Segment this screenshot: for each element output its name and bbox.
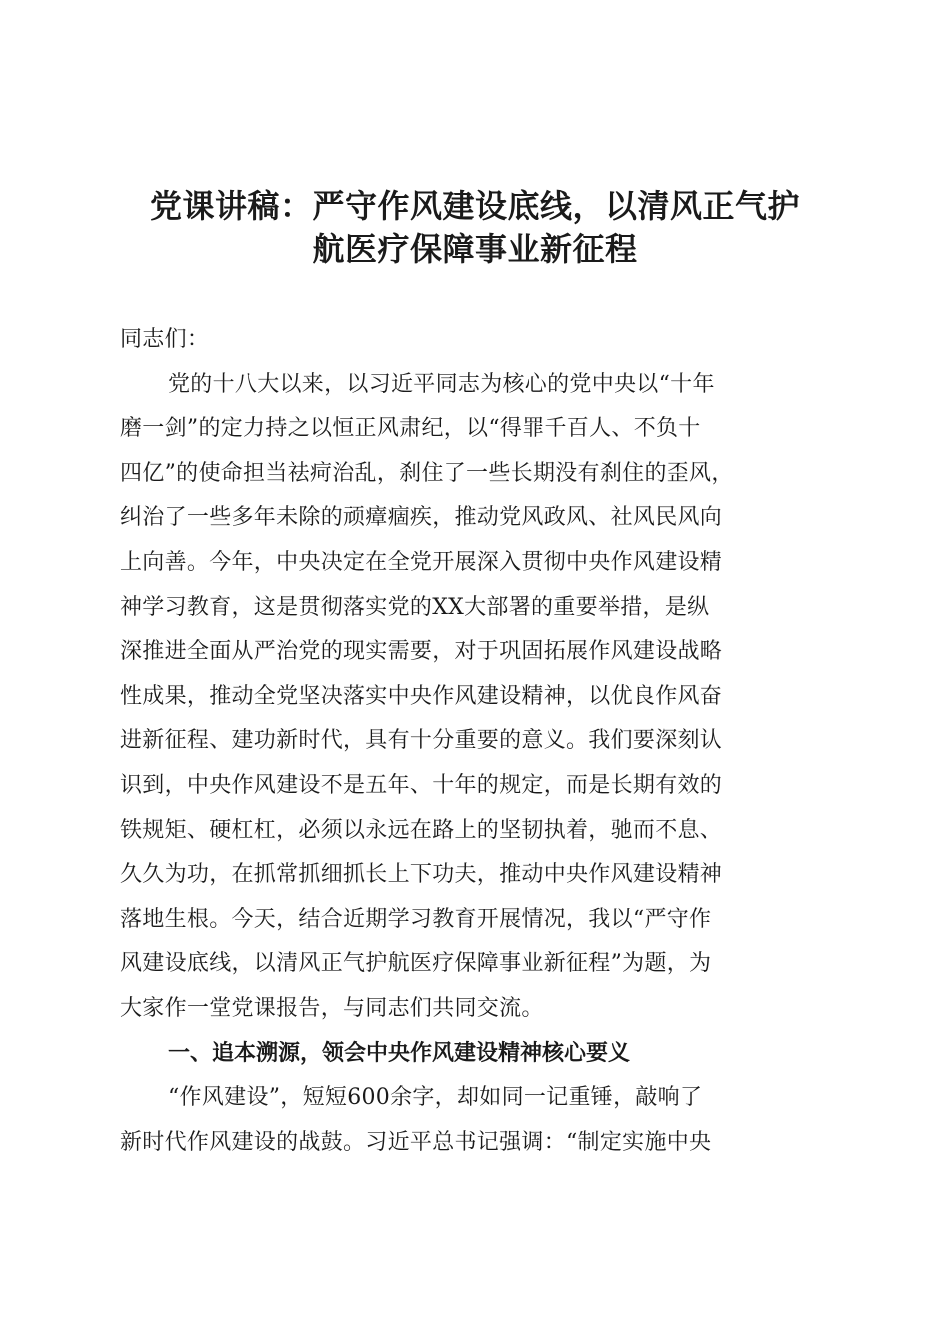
paragraph-1-line: 四亿”的使命担当祛疴治乱，刹住了一些长期没有刹住的歪风， [120,460,734,486]
paragraph-1-line: 党的十八大以来，以习近平同志为核心的党中央以“十年 [168,371,715,397]
paragraph-1-line: 风建设底线，以清风正气护航医疗保障事业新征程”为题，为 [120,951,712,977]
section-heading-1: 一、追本溯源，领会中央作风建设精神核心要义 [168,1040,631,1066]
paragraph-1-line: 深推进全面从严治党的现实需要，对于巩固拓展作风建设战略 [120,639,723,665]
document-title-line-1: 党课讲稿：严守作风建设底线，以清风正气护 [149,187,800,225]
paragraph-2 [120,1076,830,1165]
paragraph-1-line: 上向善。今年，中央决定在全党开展深入贯彻中央作风建设精 [120,549,723,575]
paragraph-1-line: 进新征程、建功新时代，具有十分重要的意义。我们要深刻认 [120,728,723,754]
paragraph-1 [120,363,830,1032]
paragraph-1-line: 磨一剑”的定力持之以恒正风肃纪，以“得罪千百人、不负十 [120,416,701,442]
paragraph-1-line: 铁规矩、硬杠杠，必须以永远在路上的坚韧执着，驰而不息、 [120,817,723,843]
paragraph-2-line: 新时代作风建设的战鼓。习近平总书记强调：“制定实施中央 [120,1129,712,1155]
paragraph-1-line: 纠治了一些多年未除的顽瘴痼疾，推动党风政风、社风民风向 [120,505,723,531]
paragraph-1-line: 识到，中央作风建设不是五年、十年的规定，而是长期有效的 [120,772,723,798]
paragraph-2-line: “作风建设”，短短600余字，却如同一记重锤，敲响了 [168,1085,703,1111]
paragraph-1-line: 神学习教育，这是贯彻落实党的XX大部署的重要举措，是纵 [120,594,710,620]
document-title-line-2: 航医疗保障事业新征程 [312,230,638,268]
salutation: 同志们： [120,327,210,352]
paragraph-1-line: 大家作一堂党课报告，与同志们共同交流。 [120,995,544,1021]
paragraph-1-line: 久久为功，在抓常抓细抓长上下功夫，推动中央作风建设精神 [120,862,723,888]
paragraph-1-line: 性成果，推动全党坚决落实中央作风建设精神，以优良作风奋 [120,683,723,709]
paragraph-1-line: 落地生根。今天，结合近期学习教育开展情况，我以“严守作 [120,906,712,932]
document-body [120,318,830,1165]
